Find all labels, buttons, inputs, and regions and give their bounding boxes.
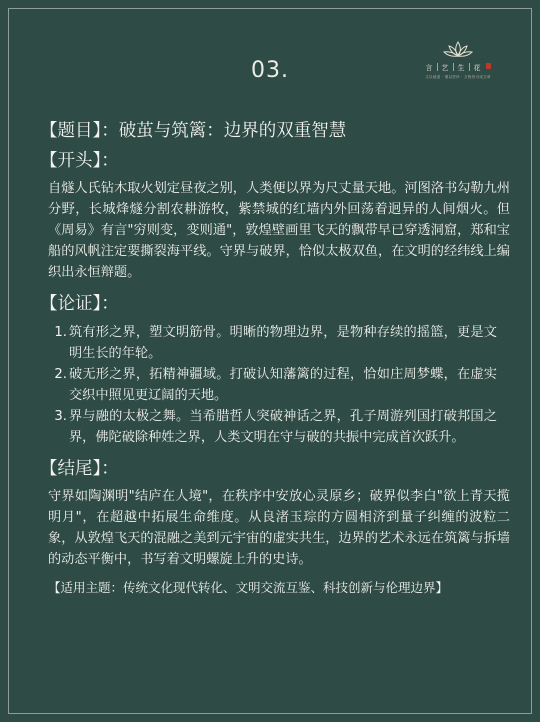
argument-number: 3. — [54, 409, 67, 424]
brand-logo — [412, 40, 504, 96]
seal-stamp-icon — [486, 63, 491, 69]
logo-char: 艺 — [441, 64, 449, 72]
applicable-themes: 【适用主题：传统文化现代转化、文明交流互鉴、科技创新与伦理边界】 — [48, 580, 449, 595]
argument-heading: 【论证】： — [40, 294, 119, 314]
argument-text: 破无形之界，拓精神疆域。打破认知藩篱的过程，恰如庄周梦蝶，在虚实交织中照见更辽阔的天地。 — [69, 367, 497, 403]
logo-char: 言 — [425, 64, 433, 72]
argument-text: 界与融的太极之舞。当希腊哲人突破神话之界，孔子周游列国打破邦国之界，佛陀破除种姓之界，人类文明在守与破的共振中完成首次跃升。 — [69, 409, 497, 445]
opening-paragraph: 自燧人氏钻木取火划定昼夜之别，人类便以界为尺丈量天地。河图洛书勾勒九州分野，长城烽燧分割农耕游牧，紫禁城的红墙内外回荡着迥异的人间烟火。但《周易》有言"穷则变，变则通"，敦煌壁画里飞天的飘带早已穿透洞窟，郑和宝船的风帆注定要撕裂海平线。守界与破界，恰似太极双鱼，在文明的经纬线上编织出永恒辩题。 — [48, 181, 510, 280]
argument-item — [40, 322, 508, 364]
logo-divider — [453, 63, 454, 71]
logo-divider — [437, 63, 438, 71]
main-content — [40, 118, 508, 598]
ending-paragraph: 守界如陶渊明"结庐在人境"，在秩序中安放心灵原乡；破界似李白"欲上青天揽明月"，在超越中拓展生命维度。从良渚玉琮的方圆相济到量子纠缠的波粒二象，从敦煌飞天的混融之美到元宇宙的虚实共生，边界的艺术永远在筑篱与拆墙的动态平衡中，书写着文明螺旋上升的史诗。 — [48, 489, 510, 567]
logo-subtitle: 文以载道 · 墨以抒怀 · 万物皆可成文章 — [425, 75, 491, 79]
ending-heading: 【结尾】： — [40, 459, 119, 479]
argument-list — [40, 322, 508, 448]
logo-divider — [469, 63, 470, 71]
logo-char: 花 — [473, 64, 481, 72]
argument-number: 1. — [54, 325, 67, 340]
essay-title: 【题目】：破茧与筑篱：边界的双重智慧 — [40, 121, 347, 141]
logo-title — [412, 63, 504, 73]
logo-char: 生 — [457, 64, 465, 72]
argument-text: 筑有形之界，塑文明筋骨。明晰的物理边界，是物种存续的摇篮，更是文明生长的年轮。 — [69, 325, 497, 361]
opening-heading: 【开头】： — [40, 151, 119, 171]
argument-number: 2. — [54, 367, 67, 382]
argument-item — [40, 406, 508, 448]
argument-item — [40, 364, 508, 406]
page-number: 03. — [251, 58, 289, 83]
lotus-icon — [443, 40, 473, 60]
